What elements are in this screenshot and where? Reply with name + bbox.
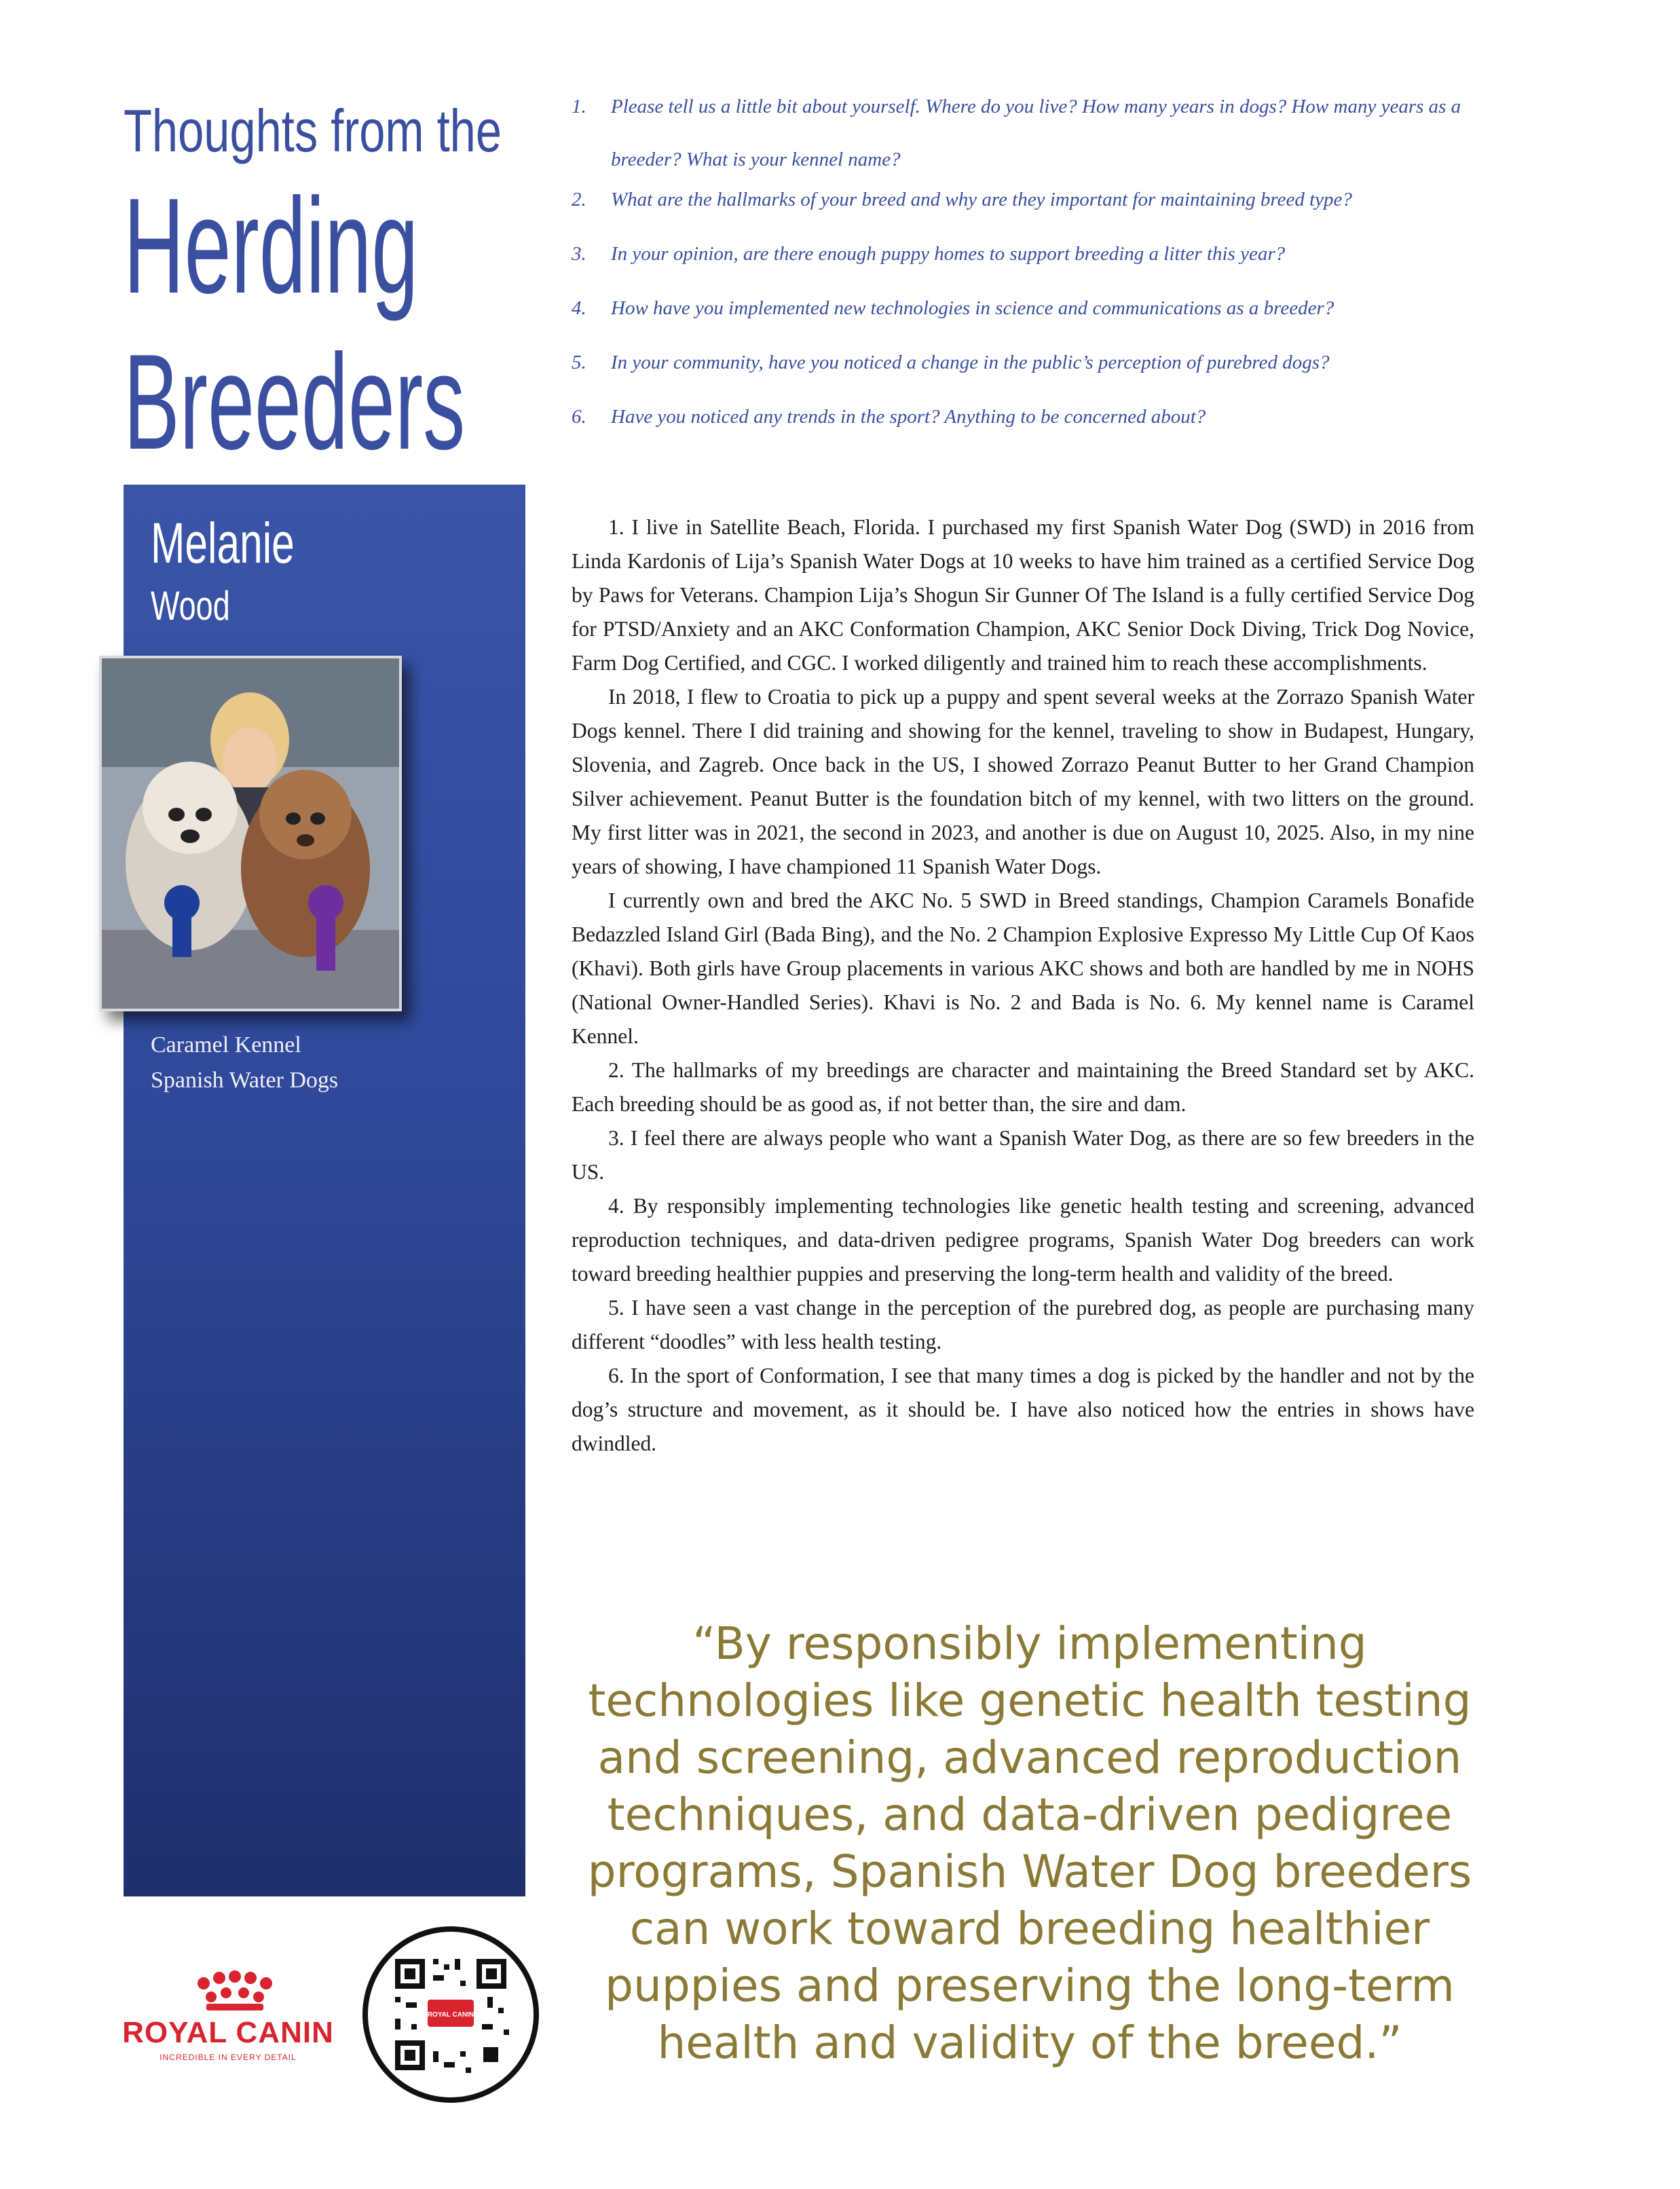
question-item (572, 403, 1495, 430)
question-text: How have you implemented new technologies in science and communications as a breeder? (611, 297, 1334, 319)
body-paragraph: 3. I feel there are always people who want a Spanish Water Dog, as there are so few breeders in the US. (572, 1126, 1474, 1184)
question-text: In your community, have you noticed a change in the public’s perception of purebred dogs? (611, 352, 1330, 373)
question-text: In your opinion, are there enough puppy homes to support breeding a litter this year? (611, 243, 1286, 265)
question-item (572, 80, 1495, 186)
question-item (572, 240, 1495, 267)
question-text: What are the hallmarks of your breed and why are they important for maintaining breed type? (611, 189, 1352, 210)
question-number: 2. (572, 189, 586, 210)
question-text: Please tell us a little bit about yourself. Where do you live? How many years in dogs? How many years as a breeder? What is your kennel name? (611, 96, 1461, 170)
question-number: 1. (572, 96, 586, 117)
question-list (572, 94, 1495, 457)
crown-icon (119, 1968, 337, 2016)
author-first-name: Melanie (151, 511, 295, 575)
question-text: Have you noticed any trends in the sport? Anything to be concerned about? (611, 406, 1206, 428)
page-title (124, 94, 531, 481)
royal-canin-logo (119, 1968, 337, 2070)
pull-quote: “By responsibly implementing technologies like genetic health testing and screening, advanced reproduction techniques, and data-driven pedigree programs, Spanish Water Dog breeders can work toward breeding healthier puppies and preserving the long-term health and validity of the breed.” (587, 1617, 1472, 2069)
body-paragraph: 1. I live in Satellite Beach, Florida. I purchased my first Spanish Water Dog (SWD) in 2016 from Linda Kardonis of Lija’s Spanish Water Dogs at 10 weeks to have him trained as a certified Service Dog by Paws for Veterans. Champion Lija’s Shogun Sir Gunner Of The Island is a fully certified Service Dog for PTSD/Anxiety and an AKC Conformation Champion, AKC Senior Dock Diving, Trick Dog Novice, Farm Dog Certified, and CGC. I worked diligently and trained him to reach these accomplishments. (572, 515, 1474, 675)
body-paragraph: 4. By responsibly implementing technologies like genetic health testing and screening, advanced reproduction techniques, and data-driven pedigree programs, Spanish Water Dog breeders can work toward breeding healthier puppies and preserving the long-term health and validity of the breed. (572, 1194, 1474, 1286)
question-number: 6. (572, 406, 586, 428)
qr-code[interactable] (362, 1926, 539, 2103)
body-paragraph: In 2018, I flew to Croatia to pick up a puppy and spent several weeks at the Zorrazo Spanish Water Dogs kennel. There I did training and showing for the kennel, traveling to show in Budapest, Hungary, Slovenia, and Zagreb. Once back in the US, I showed Zorrazo Peanut Butter to her Grand Champion Silver achievement. Peanut Butter is the foundation bitch of my kennel, with two litters on the ground. My first litter was in 2021, the second in 2023, and another is due on August 10, 2025. Also, in my nine years of showing, I have championed 11 Spanish Water Dogs. (572, 685, 1474, 878)
body-paragraph: 2. The hallmarks of my breedings are character and maintaining the Breed Standard set by AKC. Each breeding should be as good as, if not better than, the sire and dam. (572, 1058, 1474, 1116)
question-item (572, 186, 1495, 213)
title-line-1: Thoughts from the (124, 97, 502, 164)
question-item (572, 295, 1495, 322)
author-caption (151, 1028, 338, 1098)
question-item (572, 349, 1495, 376)
body-paragraph: 6. In the sport of Conformation, I see that many times a dog is picked by the handler and not by the dog’s structure and movement, as it should be. I have also noticed how the entries in shows have dwindled. (572, 1364, 1474, 1455)
question-number: 3. (572, 243, 586, 265)
author-photo (99, 656, 402, 1011)
body-paragraph: I currently own and bred the AKC No. 5 SWD in Breed standings, Champion Caramels Bonafide Bedazzled Island Girl (Bada Bing), and the No. 2 Champion Explosive Expresso My Little Cup Of Kaos (Khavi). Both girls have Group placements in various AKC shows and both are handled by me in NOHS (National Owner-Handled Series). Khavi is No. 2 and Bada is No. 6. My kennel name is Caramel Kennel. (572, 888, 1474, 1048)
brand-tagline: INCREDIBLE IN EVERY DETAIL (160, 2053, 297, 2062)
title-line-3: Breeders (124, 326, 466, 478)
article-body (572, 510, 1474, 1461)
brand-name: ROYAL CANIN (122, 2016, 334, 2049)
kennel-name: Caramel Kennel (151, 1032, 301, 1058)
body-paragraph: 5. I have seen a vast change in the perception of the purebred dog, as people are purchasing many different “doodles” with less health testing. (572, 1296, 1474, 1353)
title-line-2: Herding (124, 170, 419, 322)
qr-label: ROYAL CANIN (427, 2011, 474, 2019)
question-number: 5. (572, 352, 586, 373)
question-number: 4. (572, 297, 586, 319)
breed-name: Spanish Water Dogs (151, 1068, 339, 1093)
author-last-name: Wood (151, 583, 230, 629)
